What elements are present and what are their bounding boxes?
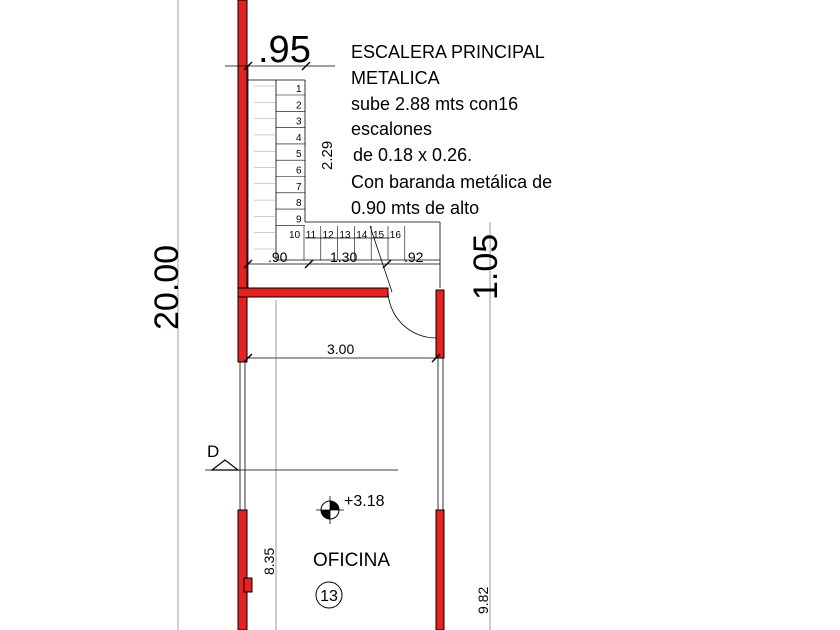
- stair-note-line: 0.90 mts de alto: [351, 198, 480, 218]
- stair-bottom-wall: [238, 288, 388, 297]
- tread-number: 3: [296, 116, 302, 128]
- tread-number: 12: [322, 230, 334, 241]
- stair-note-line: de 0.18 x 0.26.: [353, 145, 473, 165]
- tread-number: 15: [373, 230, 385, 241]
- tread-number: 6: [296, 165, 302, 177]
- dim-left-gap: .90: [268, 249, 288, 265]
- tread-number: 1: [296, 84, 302, 95]
- tread-number: 14: [356, 230, 368, 241]
- dim-landing-height: 1.05: [467, 233, 505, 300]
- dim-stair-width: .95: [258, 29, 311, 71]
- tread-number: 11: [305, 230, 317, 241]
- tread-number: 5: [296, 149, 302, 161]
- left-wall-upper: [238, 0, 247, 362]
- dim-middle-width: 1.30: [330, 249, 358, 265]
- door-swing-arc: [388, 290, 436, 338]
- section-triangle-icon: [212, 460, 238, 470]
- stair-note: [351, 42, 552, 218]
- tread-number: 13: [339, 230, 351, 241]
- stair-note-line: METALICA: [351, 68, 440, 88]
- section-label: D: [207, 442, 220, 461]
- tread-number: 2: [296, 100, 302, 112]
- left-wall-notch: [244, 578, 252, 592]
- tread-number: 8: [296, 198, 302, 210]
- dim-room-width: 3.00: [327, 341, 355, 357]
- room-name: OFICINA: [313, 550, 391, 571]
- right-wall-lower: [436, 510, 444, 630]
- stair-note-line: ESCALERA PRINCIPAL: [351, 42, 545, 62]
- dim-stair-run: 2.29: [319, 140, 336, 170]
- tread-number: 9: [296, 214, 302, 226]
- dim-office-depth: 8.35: [261, 547, 277, 575]
- dim-right-gap: .92: [404, 249, 424, 265]
- room-number: 13: [320, 588, 338, 605]
- stair-note-line: sube 2.88 mts con16: [351, 94, 519, 114]
- left-wall-lower: [238, 510, 247, 630]
- tread-number: 4: [296, 132, 302, 144]
- dim-overall-length: 20.00: [148, 244, 186, 330]
- level-value: +3.18: [344, 493, 385, 510]
- level-marker-icon: [316, 496, 344, 524]
- right-wall-upper: [436, 290, 444, 358]
- tread-number: 10: [289, 230, 301, 241]
- stair-note-line: escalones: [351, 119, 433, 139]
- tread-number: 7: [296, 181, 302, 193]
- stair-note-line: Con baranda metálica de: [351, 172, 553, 192]
- dim-right-length: 9.82: [475, 586, 491, 614]
- vertical-treads: [254, 84, 305, 249]
- tread-number: 16: [389, 230, 401, 241]
